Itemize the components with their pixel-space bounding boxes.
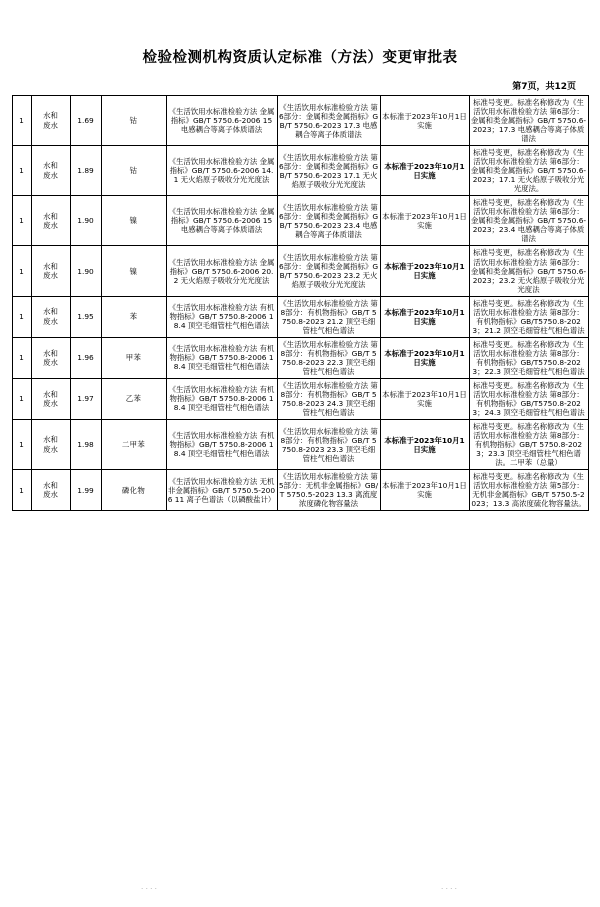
standard-change-table [12,95,589,511]
cell-new-standard: 《生活饮用水标准检验方法 第6部分：金属和类金属指标》GB/T 5750.6-2023 17.1 无火焰原子吸收分光光度法 [277,146,380,196]
cell-old-standard: 《生活饮用水标准检验方法 金属指标》GB/T 5750.6-2006 14.1 无火焰原子吸收分光光度法 [166,146,277,196]
cell-no: 1 [12,420,31,470]
cell-category [31,378,70,419]
cell-date: 本标准于2023年10月1日实施 [380,378,469,419]
table-row [12,378,588,419]
cell-category [31,196,70,246]
cell-new-standard: 《生活饮用水标准检验方法 第6部分：金属和类金属指标》GB/T 5750.6-2023 23.4 电感耦合等离子体质谱法 [277,196,380,246]
cell-item: 乙苯 [101,378,166,419]
cell-remark: 标准号变更，标准名称修改为《生活饮用水标准检验方法 第6部分：金属和类金属指标》GB/T 5750.6-2023；23.2 无火焰原子吸收分光光度法 [469,246,588,296]
cell-category-text: 水和废水 [43,348,58,367]
table-row [12,146,588,196]
cell-remark: 标准号变更，标准名称修改为《生活饮用水标准检验方法 第6部分：金属和类金属指标》GB/T 5750.6-2023；17.1 无火焰原子吸收分光光度法。 [469,146,588,196]
table-row [12,337,588,378]
cell-new-standard: 《生活饮用水标准检验方法 第6部分：金属和类金属指标》GB/T 5750.6-2023 23.2 无火焰原子吸收分光光度法 [277,246,380,296]
cell-remark: 标准号变更。标准名称修改为《生活饮用水标准检验方法 第8部分：有机物指标》GB/T5750.8-2023；21.2 顶空毛细管柱气相色谱法 [469,296,588,337]
cell-item: 磷化物 [101,470,166,511]
cell-new-standard: 《生活饮用水标准检验方法 第8部分：有机物指标》GB/T 5750.8-2023 21.2 顶空毛细管柱气相色谱法 [277,296,380,337]
cell-old-standard: 《生活饮用水标准检验方法 无机非金属指标》GB/T 5750.5-2006 11 离子色谱法（以磷酸盐计） [166,470,277,511]
table-row [12,96,588,146]
cell-category [31,246,70,296]
cell-category-text: 水和废水 [43,261,58,281]
cell-index: 1.98 [70,420,101,470]
cell-remark: 标准号变更。标准名称修改为《生活饮用水标准检验方法 第8部分：有机物指标》GB/T 5750.8-2023；23.3 顶空毛细管柱气相色谱法。二甲苯（总量） [469,420,588,470]
cell-index: 1.69 [70,96,101,146]
cell-date: 本标准于2023年10月1日实施 [380,196,469,246]
cell-new-standard: 《生活饮用水标准检验方法 第8部分：有机物指标》GB/T 5750.8-2023 24.3 顶空毛细管柱气相色谱法 [277,378,380,419]
cell-no: 1 [12,378,31,419]
cell-date: 本标准于2023年10月1日实施 [380,337,469,378]
cell-old-standard: 《生活饮用水标准检验方法 金属指标》GB/T 5750.6-2006 20.2 无火焰原子吸收分光光度法 [166,246,277,296]
cell-index: 1.95 [70,296,101,337]
table-row [12,196,588,246]
cell-category-text: 水和废水 [43,211,58,230]
cell-index: 1.97 [70,378,101,419]
footer-marks [0,882,600,891]
cell-remark: 标准号变更。标准名称修改为《生活饮用水标准检验方法 第8部分：有机物指标》GB/T5750.8-2023；24.3 顶空毛细管柱气相色谱法 [469,378,588,419]
cell-date: 本标准于2023年10月1日实施 [380,420,469,470]
cell-category-text: 水和废水 [43,161,58,180]
cell-category [31,470,70,511]
cell-item: 镍 [101,196,166,246]
footer-mark-left: .... [140,882,160,891]
cell-item: 二甲苯 [101,420,166,470]
cell-old-standard: 《生活饮用水标准检验方法 金属指标》GB/T 5750.6-2006 15 电感耦合等离子体质谱法 [166,96,277,146]
cell-date: 本标准于2023年10月1日实施 [380,96,469,146]
cell-remark: 标准号变更。标准名称修改为《生活饮用水标准检验方法 第8部分：有机物指标》GB/T5750.8-2023；22.3 顶空毛细管柱气相色谱法 [469,337,588,378]
cell-category [31,420,70,470]
cell-old-standard: 《生活饮用水标准检验方法 有机物指标》GB/T 5750.8-2006 18.4 顶空毛细管柱气相色谱法 [166,420,277,470]
cell-no: 1 [12,246,31,296]
cell-item: 镍 [101,246,166,296]
cell-index: 1.90 [70,196,101,246]
cell-item: 苯 [101,296,166,337]
cell-category-text: 水和废水 [43,389,58,408]
cell-category [31,96,70,146]
cell-date: 本标准于2023年10月1日实施 [380,470,469,511]
cell-new-standard: 《生活饮用水标准检验方法 第8部分：有机物指标》GB/T 5750.8-2023 23.3 顶空毛细管柱气相色谱法 [277,420,380,470]
cell-new-standard: 《生活饮用水标准检验方法 第6部分：金属和类金属指标》GB/T 5750.6-2023 17.3 电感耦合等离子体质谱法 [277,96,380,146]
cell-no: 1 [12,146,31,196]
cell-old-standard: 《生活饮用水标准检验方法 有机物指标》GB/T 5750.8-2006 18.4 顶空毛细管柱气相色谱法 [166,337,277,378]
cell-index: 1.89 [70,146,101,196]
cell-old-standard: 《生活饮用水标准检验方法 有机物指标》GB/T 5750.8-2006 18.4 顶空毛细管柱气相色谱法 [166,296,277,337]
table-row [12,296,588,337]
cell-no: 1 [12,196,31,246]
cell-category-text: 水和废水 [43,480,58,500]
cell-category [31,146,70,196]
cell-item: 甲苯 [101,337,166,378]
cell-remark: 标准号变更，标准名称修改为《生活饮用水标准检验方法 第6部分：金属和类金属指标》GB/T 5750.6-2023；23.4 电感耦合等离子体质谱法 [469,196,588,246]
cell-date: 本标准于2023年10月1日实施 [380,246,469,296]
cell-new-standard: 《生活饮用水标准检验方法 第8部分：有机物指标》GB/T 5750.8-2023 22.3 顶空毛细管柱气相色谱法 [277,337,380,378]
page-number-info: 第7页，共12页 [512,82,576,92]
cell-category-text: 水和废水 [43,111,58,130]
cell-category-text: 水和废水 [43,307,58,326]
document-page [0,46,600,907]
cell-date: 本标准于2023年10月1日实施 [380,146,469,196]
cell-category [31,296,70,337]
cell-item: 钴 [101,146,166,196]
cell-old-standard: 《生活饮用水标准检验方法 金属指标》GB/T 5750.6-2006 15 电感耦合等离子体质谱法 [166,196,277,246]
table-row [12,470,588,511]
cell-item: 钴 [101,96,166,146]
cell-index: 1.90 [70,246,101,296]
cell-no: 1 [12,337,31,378]
cell-no: 1 [12,470,31,511]
cell-old-standard: 《生活饮用水标准检验方法 有机物指标》GB/T 5750.8-2006 18.4 顶空毛细管柱气相色谱法 [166,378,277,419]
cell-no: 1 [12,296,31,337]
cell-new-standard: 《生活饮用水标准检验方法 第5部分：无机非金属指标》GB/T 5750.5-2023 13.3 离流度浓度磷化物容量法 [277,470,380,511]
table-row [12,246,588,296]
cell-date: 本标准于2023年10月1日实施 [380,296,469,337]
cell-remark: 标准号变更。标准名称修改为《生活饮用水标准检验方法 第5部分：无机非金属指标》GB/T 5750.5-2023；13.3 高浓度硫化物容量法。 [469,470,588,511]
cell-no: 1 [12,96,31,146]
cell-index: 1.99 [70,470,101,511]
cell-remark: 标准号变更。标准名称修改为《生活饮用水标准检验方法 第6部分：金属和类金属指标》GB/T 5750.6-2023；17.3 电感耦合等离子体质谱法 [469,96,588,146]
page-title: 检验检测机构资质认定标准（方法）变更审批表 [142,50,458,66]
table-row [12,420,588,470]
footer-mark-right: .... [440,882,460,891]
cell-category [31,337,70,378]
cell-category-text: 水和废水 [43,435,58,454]
cell-index: 1.96 [70,337,101,378]
